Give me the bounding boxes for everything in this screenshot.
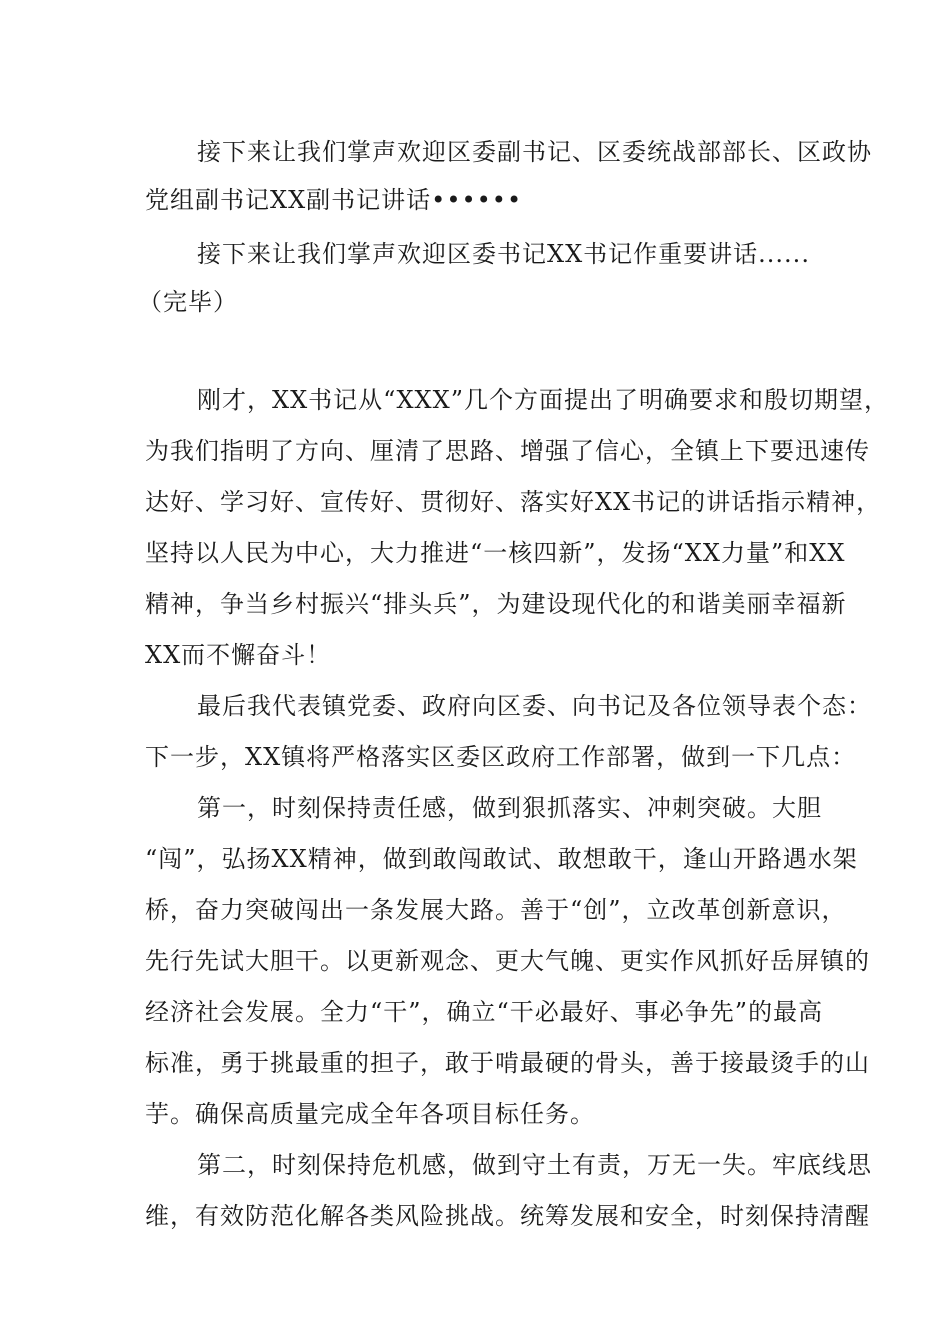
text-line: 党组副书记XX副书记讲话•••••• (145, 186, 523, 214)
text-line: “闯”，弘扬XX精神，做到敢闯敢试、敢想敢干，逢山开路遇水架 (145, 845, 858, 873)
text-line: 刚才，XX书记从“XXX”几个方面提出了明确要求和殷切期望， (197, 386, 889, 414)
text-line: 先行先试大胆干。以更新观念、更大气魄、更实作风抓好岳屏镇的 (145, 947, 870, 975)
text-line: 芋。确保高质量完成全年各项目标任务。 (145, 1100, 595, 1128)
text-line: 第二，时刻保持危机感，做到守土有责，万无一失。牢底线思 (197, 1151, 872, 1179)
text-line: 坚持以人民为中心，大力推进“一核四新”，发扬“XX力量”和XX (145, 539, 846, 567)
text-line: 为我们指明了方向、厘清了思路、增强了信心，全镇上下要迅速传 (145, 437, 870, 465)
text-line: 标准，勇于挑最重的担子，敢于啃最硬的骨头，善于接最烫手的山 (145, 1049, 870, 1077)
text-line: 最后我代表镇党委、政府向区委、向书记及各位领导表个态： (197, 692, 872, 720)
text-line: （完毕） (138, 288, 238, 316)
text-line: 经济社会发展。全力“干”，确立“干必最好、事必争先”的最高 (145, 998, 824, 1026)
text-line: 精神，争当乡村振兴“排头兵”，为建设现代化的和谐美丽幸福新 (145, 590, 847, 618)
text-line: 下一步，XX镇将严格落实区委区政府工作部署，做到一下几点： (145, 743, 857, 771)
text-line: XX而不懈奋斗！ (145, 641, 332, 669)
text-line: 第一，时刻保持责任感，做到狠抓落实、冲刺突破。大胆 (197, 794, 822, 822)
text-line: 接下来让我们掌声欢迎区委副书记、区委统战部部长、区政协 (197, 138, 872, 166)
text-line: 桥，奋力突破闯出一条发展大路。善于“创”，立改革创新意识， (145, 896, 847, 924)
text-line: 接下来让我们掌声欢迎区委书记XX书记作重要讲话...... (197, 240, 810, 268)
text-line: 维，有效防范化解各类风险挑战。统筹发展和安全，时刻保持清醒 (145, 1202, 870, 1230)
text-line: 达好、学习好、宣传好、贯彻好、落实好XX书记的讲话指示精神， (145, 488, 882, 516)
